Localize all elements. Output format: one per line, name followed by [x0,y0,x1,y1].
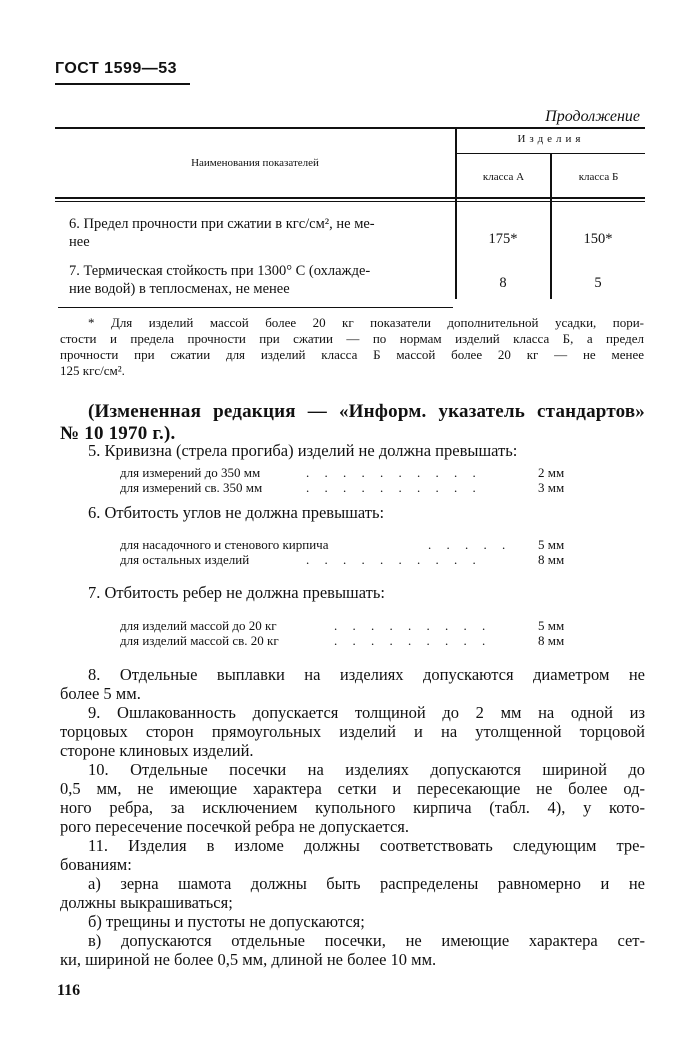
leader-dots: . . . . . . . . . . [306,465,482,480]
list-item-label: для остальных изделий [120,552,250,567]
table-header-rule [55,197,645,199]
list-item-value: 2 мм [538,465,565,480]
row-value-a: 175* [488,231,518,247]
list-item [120,633,580,648]
list-item-label: для изделий массой св. 20 кг [120,633,279,648]
row-value-b: 150* [583,231,613,247]
list-item-value: 5 мм [538,618,565,633]
row-value-b: 5 [594,275,602,291]
amendment-line: № 10 1970 г.). [60,423,176,444]
item-title: 7. Отбитость ребер не должна превышать: [88,583,385,602]
list-item [120,552,580,567]
properties-table [55,127,645,299]
paragraph-line: а) зерна шамота должны быть распределены равномерно и не [88,874,645,893]
item-title: 6. Отбитость углов не должна превышать: [88,503,385,522]
col-name-header: Наименования показателей [191,157,319,169]
row-value-a: 8 [499,275,507,291]
row-text-line: 7. Термическая стойкость при 1300° С (охлажде- [69,263,371,279]
table-top-rule [55,127,645,129]
row-text-line: 6. Предел прочности при сжатии в кгс/см², не ме- [69,216,375,232]
list-item [120,465,580,480]
row-text-line: ние водой) в теплосменах, не менее [69,281,290,297]
paragraph-line: более 5 мм. [60,684,141,703]
list-item-label: для измерений до 350 мм [120,465,261,480]
leader-dots: . . . . . . . . . . [306,480,482,495]
table-row [69,262,444,298]
table-header-rule-2 [55,201,645,202]
continuation-label: Продолжение [545,108,640,125]
paragraph-line: ного ребра, за исключением купольного кирпича (табл. 4), у кото- [60,798,645,817]
item-7-list [120,618,580,648]
item-7-title [60,583,645,602]
item-6-title [60,503,645,522]
paragraph-line: 10. Отдельные посечки на изделиях допускаются шириной до [88,760,645,779]
leader-dots: . . . . . . . . . [334,633,492,648]
amendment-note [60,401,645,445]
paragraph-line: должны выкрашиваться; [60,893,233,912]
amendment-line: (Измененная редакция — «Информ. указатель стандартов» [88,401,645,422]
paragraph-line: торцовых сторон прямоугольных изделий и на утолщенной торцовой [60,722,645,741]
header-rule [55,83,190,85]
paragraph-line: 11. Изделия в изломе должны соответствовать следующим тре- [88,836,645,855]
footnote-line: стости и предела прочности при сжатии — по нормам изделий класса Б, а предел [60,331,644,346]
items-8-11 [60,665,645,969]
paragraph-line: в) допускаются отдельные посечки, не имеющие характера сет- [88,931,645,950]
list-item-value: 3 мм [538,480,565,495]
paragraph-line: 9. Ошлакованность допускается толщиной до 2 мм на одной из [88,703,645,722]
leader-dots: . . . . . . . . . [334,618,492,633]
col-b-header: класса Б [578,171,619,183]
page-number: 116 [57,982,81,999]
footnote-line: 125 кгс/см². [60,363,125,378]
footnote [60,315,644,379]
table-row [69,215,444,251]
row-text-line: нее [69,234,90,250]
list-item-value: 8 мм [538,633,565,648]
paragraph-line: 8. Отдельные выплавки на изделиях допускаются диаметром не [88,665,645,684]
list-item-label: для изделий массой до 20 кг [120,618,277,633]
item-5-title [60,441,645,460]
list-item-value: 5 мм [538,537,565,552]
paragraph-line: стороне клиновых изделий. [60,741,254,760]
group-header: Изделия [517,133,585,145]
item-5-list [120,465,580,495]
list-item-label: для насадочного и стенового кирпича [120,537,329,552]
list-item [120,480,580,495]
list-item [120,537,580,552]
leader-dots: . . . . . [428,537,512,552]
footnote-line: прочности при сжатии для изделий класса Б массой более 20 кг — не менее [60,347,644,362]
paragraph-line: ки, шириной не более 0,5 мм, длиной не более 10 мм. [60,950,437,969]
col-a-header: класса А [482,171,525,183]
footnote-rule [58,307,453,308]
item-title: 5. Кривизна (стрела прогиба) изделий не должна превышать: [88,441,518,460]
footnote-line: * Для изделий массой более 20 кг показатели дополнительной усадки, пори- [88,315,644,330]
leader-dots: . . . . . . . . . . [306,552,482,567]
paragraph-line: рого пересечение посечкой ребра не допускается. [60,817,410,836]
document-header: ГОСТ 1599—53 [55,60,178,77]
list-item-label: для измерений св. 350 мм [120,480,263,495]
list-item-value: 8 мм [538,552,565,567]
paragraph-line: бованиям: [60,855,132,874]
paragraph-line: б) трещины и пустоты не допускаются; [88,912,365,931]
paragraph-line: 0,5 мм, не имеющие характера сетки и пересекающие не более од- [60,779,645,798]
item-6-list [120,537,580,567]
list-item [120,618,580,633]
